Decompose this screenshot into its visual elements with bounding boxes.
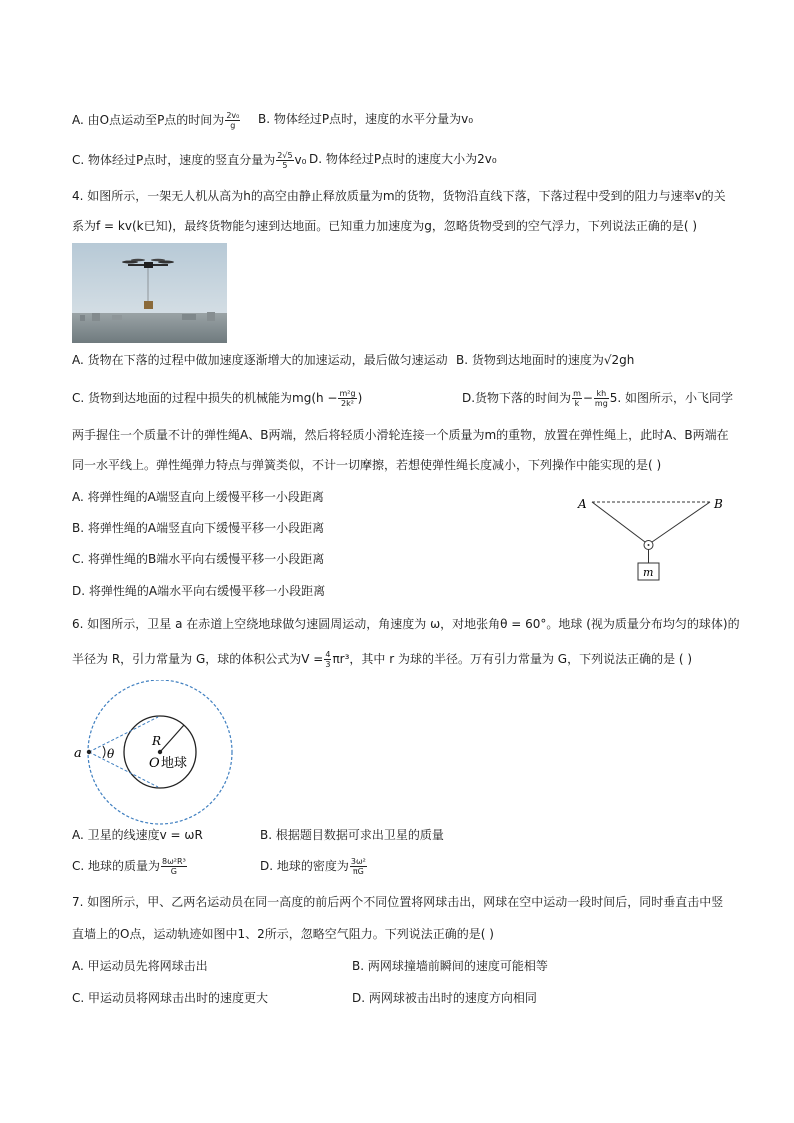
- fig-label-radius: R: [152, 734, 162, 748]
- q3-option-b: B. 物体经过P点时，速度的水平分量为v₀: [258, 112, 474, 126]
- q4-stem-line2: 系为f = kv(k已知)，最终货物能匀速到达地面。已知重力加速度为g，忽略货物受到的空气浮力，下列说法正确的是( ): [72, 219, 698, 233]
- drone-photo: [72, 243, 227, 343]
- q3-option-d: D. 物体经过P点时的速度大小为2v₀: [309, 152, 497, 166]
- q6-option-a: A. 卫星的线速度v = ωR: [72, 828, 203, 842]
- fig-label-b: B: [714, 497, 723, 511]
- q4-stem-line1: 4. 如图所示，一架无人机从高为h的高空由静止释放质量为m的货物，货物沿直线下落，下落过程中受到的阻力与速率v的关: [72, 189, 726, 203]
- q4-option-c: C. 货物到达地面的过程中损失的机械能为mg(h − $\frac{\text{m²g}}{\text{2k²}}$ ): [72, 389, 363, 408]
- q5-option-a: A. 将弹性绳的A端竖直向上缓慢平移一小段距离: [72, 490, 324, 504]
- q7-option-b: B. 两网球撞墙前瞬间的速度可能相等: [352, 959, 548, 973]
- fig-label-satellite: a: [74, 746, 82, 761]
- fig-label-center: O: [149, 756, 160, 771]
- q5-stem-line3: 同一水平线上。弹性绳弹力特点与弹簧类似，不计一切摩擦，若想使弹性绳长度减小，下列操作中能实现的是( ): [72, 458, 662, 472]
- q6-option-c: C. 地球的质量为 $\frac{\text{8ω²R³}}{G}$: [72, 857, 186, 876]
- q4-option-a: A. 货物在下落的过程中做加速度逐渐增大的加速运动，最后做匀速运动: [72, 353, 448, 367]
- q6-stem-line1: 6. 如图所示，卫星 a 在赤道上空绕地球做匀速圆周运动，角速度为 ω，对地张角θ = 60°。地球 (视为质量分布均匀的球体)的: [72, 617, 740, 631]
- q5-option-b: B. 将弹性绳的A端竖直向下缓慢平移一小段距离: [72, 521, 325, 535]
- q3-option-a: A. 由O点运动至P点的时间为 $\frac{\text{2v₀}}{g}$: [72, 111, 240, 130]
- fig-label-earth: 地球: [161, 756, 188, 771]
- q5-stem-line1: 5. 如图所示，小飞同学: [609, 391, 734, 405]
- q5-option-d: D. 将弹性绳的A端水平向右缓慢平移一小段距离: [72, 584, 326, 598]
- q7-option-a: A. 甲运动员先将网球击出: [72, 959, 208, 973]
- fig-label-m: m: [643, 566, 654, 579]
- q7-stem-line2: 直墙上的O点，运动轨迹如图中1、2所示，忽略空气阻力。下列说法正确的是( ): [72, 927, 494, 941]
- satellite-figure: [70, 680, 240, 825]
- q4-option-b: B. 货物到达地面时的速度为√2gh: [456, 353, 635, 367]
- q7-option-d: D. 两网球被击出时的速度方向相同: [352, 991, 537, 1005]
- q6-stem-line2: 半径为 R，引力常量为 G，球的体积公式为V = $\frac{4}{3}$ πr³，其中 r 为球的半径。万有引力常量为 G，下列说法正确的是 ( ): [72, 650, 693, 669]
- q7-stem-line1: 7. 如图所示，甲、乙两名运动员在同一高度的前后两个不同位置将网球击出，网球在空中运动一段时间后，同时垂直击中竖: [72, 895, 724, 909]
- q4-option-d: D.货物下落的时间为 $\frac{m}{k}$ − $\frac{kh}{mg}$ 5. 如图所示，小飞同学: [462, 389, 734, 408]
- q3-option-c: C. 物体经过P点时，速度的竖直分量为 $\frac{2√5}{5}$ v₀: [72, 151, 307, 170]
- q6-option-b: B. 根据题目数据可求出卫星的质量: [260, 828, 444, 842]
- rope-pulley-figure: [570, 490, 730, 590]
- q5-stem-line2: 两手握住一个质量不计的弹性绳A、B两端，然后将轻质小滑轮连接一个质量为m的重物，放置在弹性绳上，此时A、B两端在: [72, 428, 729, 442]
- fig-label-theta: θ: [107, 747, 115, 761]
- q5-option-c: C. 将弹性绳的B端水平向右缓慢平移一小段距离: [72, 552, 325, 566]
- q7-option-c: C. 甲运动员将网球击出时的速度更大: [72, 991, 269, 1005]
- fig-label-a: A: [578, 497, 587, 511]
- q6-option-d: D. 地球的密度为 $\frac{\text{3ω²}}{\pi G}$: [260, 857, 366, 876]
